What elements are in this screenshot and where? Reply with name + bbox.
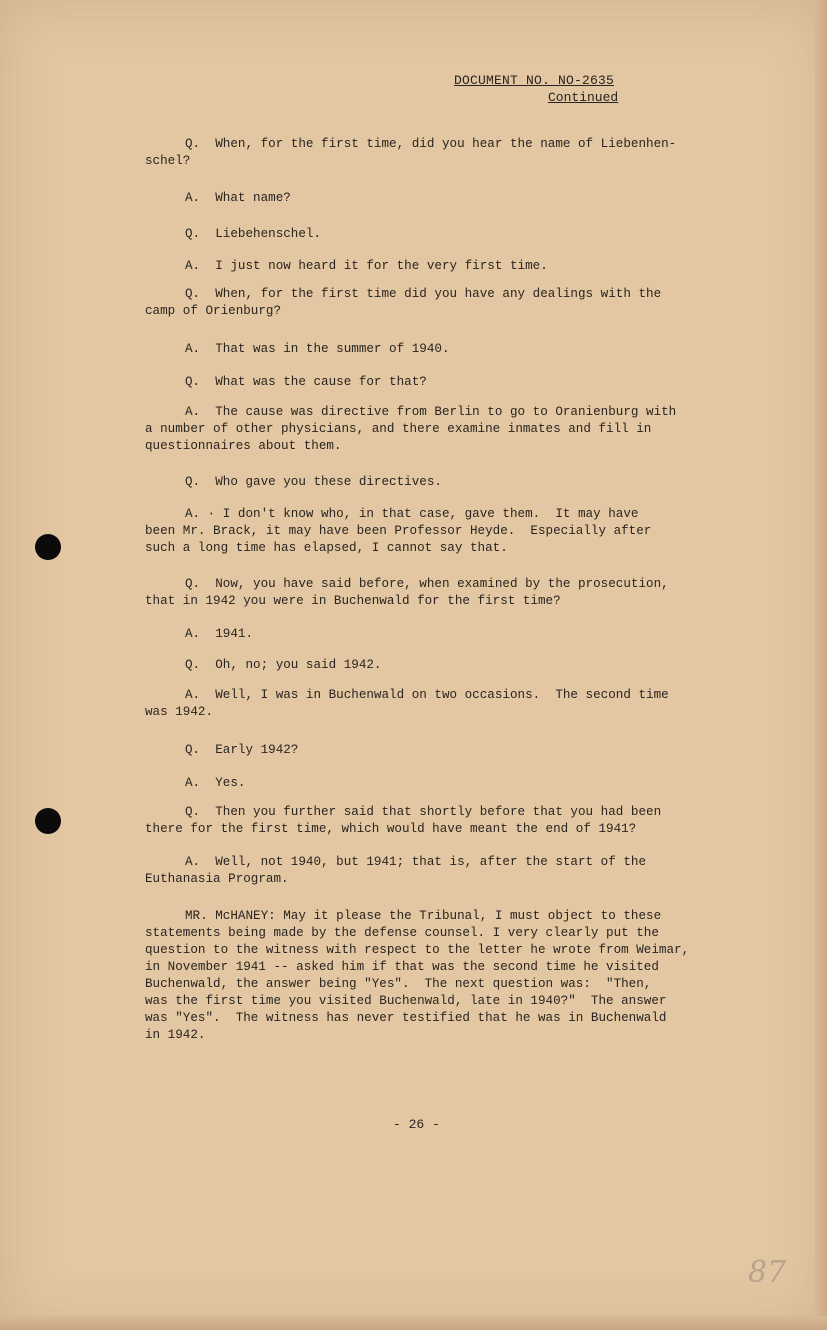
page-edge-bottom [0, 1316, 827, 1330]
paragraph-16: A. Yes. [185, 776, 246, 790]
document-header [454, 72, 634, 106]
paragraph-12: A. 1941. [185, 627, 254, 641]
paragraph-3: Q. Liebehenschel. [185, 227, 322, 241]
paragraph-13: Q. Oh, no; you said 1942. [185, 658, 382, 672]
paragraph-6: A. That was in the summer of 1940. [185, 342, 450, 356]
paragraph-10: A. · I don't know who, in that case, gave them. It may have been Mr. Brack, it may have been Professor Heyde. Especially after such a long time has elapsed, I cannot say that. [145, 507, 652, 555]
document-number: DOCUMENT NO. NO-2635 [454, 73, 615, 88]
paragraph-11: Q. Now, you have said before, when examined by the prosecution, that in 1942 you were in Buchenwald for the first time? [145, 577, 669, 608]
paragraph-4: A. I just now heard it for the very first time. [185, 259, 548, 273]
punch-hole-top [35, 534, 61, 560]
paragraph-18: A. Well, not 1940, but 1941; that is, after the start of the Euthanasia Program. [145, 855, 647, 886]
handwritten-number: 87 [748, 1255, 787, 1290]
page-edge-right [815, 0, 827, 1330]
paragraph-8: A. The cause was directive from Berlin to go to Oranienburg with a number of other physicians, and there examine inmates and fill in questionnaires about them. [145, 405, 677, 453]
paragraph-17: Q. Then you further said that shortly before that you had been there for the first time, which would have meant the end of 1941? [145, 805, 662, 836]
page-number: - 26 - [393, 1117, 440, 1132]
paragraph-5: Q. When, for the first time did you have any dealings with the camp of Orienburg? [145, 287, 662, 318]
paragraph-19: MR. McHANEY: May it please the Tribunal, I must object to these statements being made by the defense counsel. I very clearly put the question to the witness with respect to the letter he wrote from Weimar, in November 1941 -- asked him if that was the second time he visited Buchenwald, the answer being "Yes". The next question was: "Then, was the first time you visited Buchenwald, late in 1940?" The answer was "Yes". The witness has never testified that he was in Buchenwald in 1942. [145, 909, 690, 1042]
paragraph-14: A. Well, I was in Buchenwald on two occasions. The second time was 1942. [145, 688, 669, 719]
paragraph-15: Q. Early 1942? [185, 743, 299, 757]
paragraph-7: Q. What was the cause for that? [185, 375, 427, 389]
paragraph-2: A. What name? [185, 191, 291, 205]
paragraph-1: Q. When, for the first time, did you hear the name of Liebenhen- schel? [145, 137, 677, 168]
continued-label: Continued [548, 90, 619, 105]
punch-hole-bottom [35, 808, 61, 834]
paragraph-9: Q. Who gave you these directives. [185, 475, 442, 489]
